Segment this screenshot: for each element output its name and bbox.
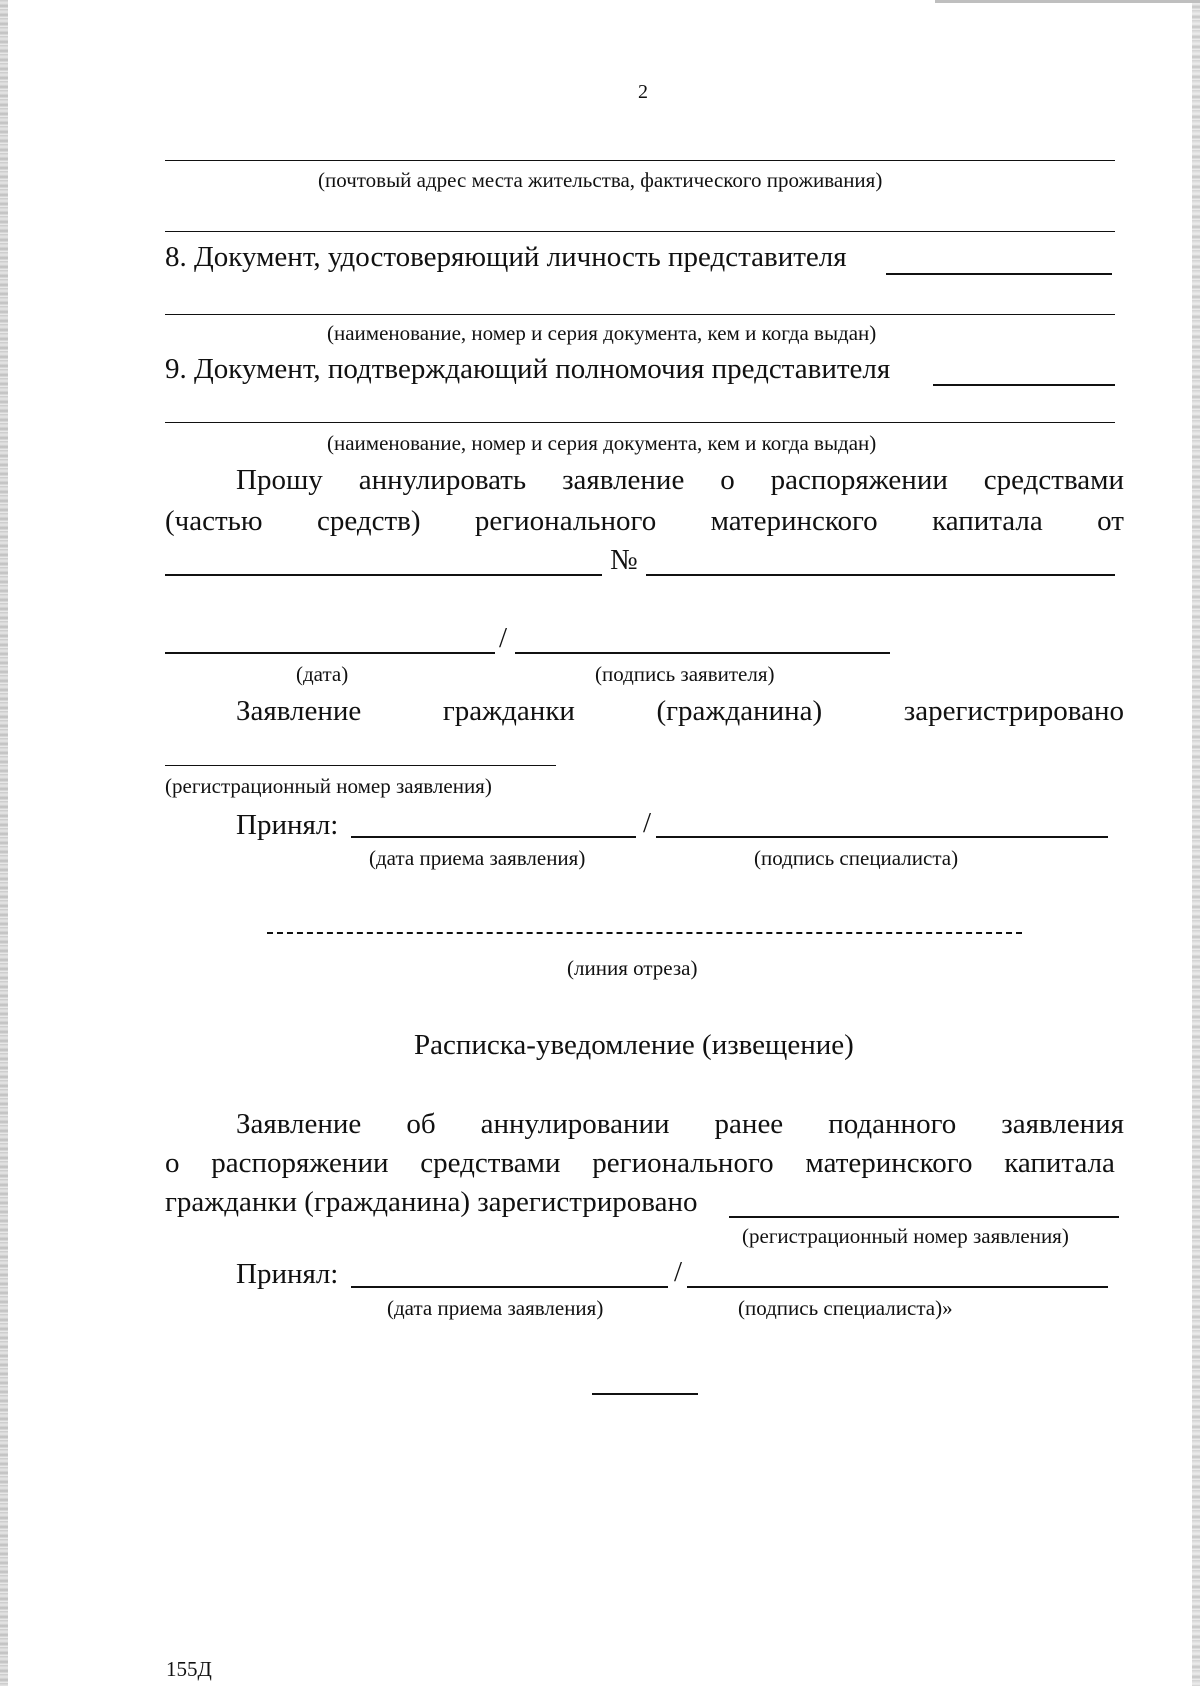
word: ранее <box>714 1108 784 1140</box>
word: гражданки <box>442 695 575 727</box>
word: от <box>1097 505 1124 537</box>
item9-field-continued[interactable] <box>165 422 1115 423</box>
acceptance-date-caption: (дата приема заявления) <box>369 846 586 870</box>
acceptance-date-field[interactable] <box>351 836 636 838</box>
specialist-signature-field[interactable] <box>687 1286 1108 1288</box>
cut-line-caption: (линия отреза) <box>567 956 698 980</box>
accepted-label: Принял: <box>236 809 339 841</box>
word: распоряжении <box>211 1147 389 1179</box>
word: об <box>406 1108 436 1140</box>
word: материнского <box>710 505 878 537</box>
word: поданного <box>828 1108 957 1140</box>
applicant-signature-caption: (подпись заявителя) <box>595 662 775 686</box>
request-line-1 <box>236 466 1124 495</box>
application-number-field[interactable] <box>646 574 1115 576</box>
word: заявление <box>562 464 685 496</box>
word: (частью <box>165 505 263 537</box>
acceptance-date-field[interactable] <box>351 1286 668 1288</box>
acceptance-date-caption: (дата приема заявления) <box>387 1296 604 1320</box>
specialist-signature-caption: (подпись специалиста)» <box>738 1296 953 1320</box>
slash-separator: / <box>499 622 508 654</box>
date-field[interactable] <box>165 652 495 654</box>
specialist-signature-field[interactable] <box>656 836 1108 838</box>
registration-number-field[interactable] <box>165 765 556 766</box>
address-line-top <box>165 160 1115 161</box>
word: капитала <box>1004 1147 1115 1179</box>
word: регионального <box>474 505 657 537</box>
receipt-line-2 <box>165 1149 1115 1178</box>
word: о <box>720 464 735 496</box>
applicant-signature-field[interactable] <box>515 652 890 654</box>
word: регионального <box>592 1147 774 1179</box>
word: средствами <box>983 464 1124 496</box>
item8-field[interactable] <box>886 273 1112 275</box>
word: средствами <box>420 1147 561 1179</box>
accepted-label: Принял: <box>236 1258 339 1290</box>
address-line-bottom <box>165 231 1115 232</box>
word: Заявление <box>236 695 362 727</box>
item9-caption: (наименование, номер и серия документа, кем и когда выдан) <box>327 431 877 455</box>
receipt-line-1 <box>236 1110 1124 1139</box>
word: аннулировать <box>358 464 527 496</box>
page-number: 2 <box>638 81 648 103</box>
slash-separator: / <box>674 1256 683 1288</box>
receipt-registration-caption: (регистрационный номер заявления) <box>742 1224 1069 1248</box>
scan-right-edge <box>1192 0 1200 1686</box>
item8-label: 8. Документ, удостоверяющий личность представителя <box>165 241 847 273</box>
item9-field[interactable] <box>933 384 1115 386</box>
word: средств) <box>316 505 421 537</box>
registration-caption: (регистрационный номер заявления) <box>165 774 492 798</box>
specialist-signature-caption: (подпись специалиста) <box>754 846 959 870</box>
receipt-line-3: гражданки (гражданина) зарегистрировано <box>165 1186 698 1218</box>
cut-line <box>267 932 1022 934</box>
item8-field-continued[interactable] <box>165 314 1115 315</box>
receipt-registration-number-field[interactable] <box>729 1216 1119 1218</box>
slash-separator: / <box>643 807 652 839</box>
request-line-2 <box>165 507 1124 536</box>
scan-left-edge <box>0 0 8 1686</box>
item9-label: 9. Документ, подтверждающий полномочия представителя <box>165 353 891 385</box>
word: заявления <box>1001 1108 1124 1140</box>
address-caption: (почтовый адрес места жительства, фактического проживания) <box>318 168 883 192</box>
footer-code: 155Д <box>166 1657 212 1681</box>
date-caption: (дата) <box>296 662 349 686</box>
scan-top-edge <box>935 0 1200 3</box>
receipt-title: Расписка-уведомление (извещение) <box>414 1029 854 1061</box>
word: Прошу <box>236 464 323 496</box>
word: Заявление <box>236 1108 362 1140</box>
word: капитала <box>932 505 1043 537</box>
word: аннулировании <box>480 1108 670 1140</box>
number-sign: № <box>610 544 638 576</box>
application-date-field[interactable] <box>165 574 602 576</box>
word: распоряжении <box>770 464 948 496</box>
word: (гражданина) <box>656 695 823 727</box>
word: о <box>165 1147 180 1179</box>
end-separator <box>592 1393 698 1395</box>
word: материнского <box>805 1147 973 1179</box>
word: зарегистрировано <box>903 695 1124 727</box>
registration-line <box>236 697 1124 726</box>
item8-caption: (наименование, номер и серия документа, кем и когда выдан) <box>327 321 877 345</box>
